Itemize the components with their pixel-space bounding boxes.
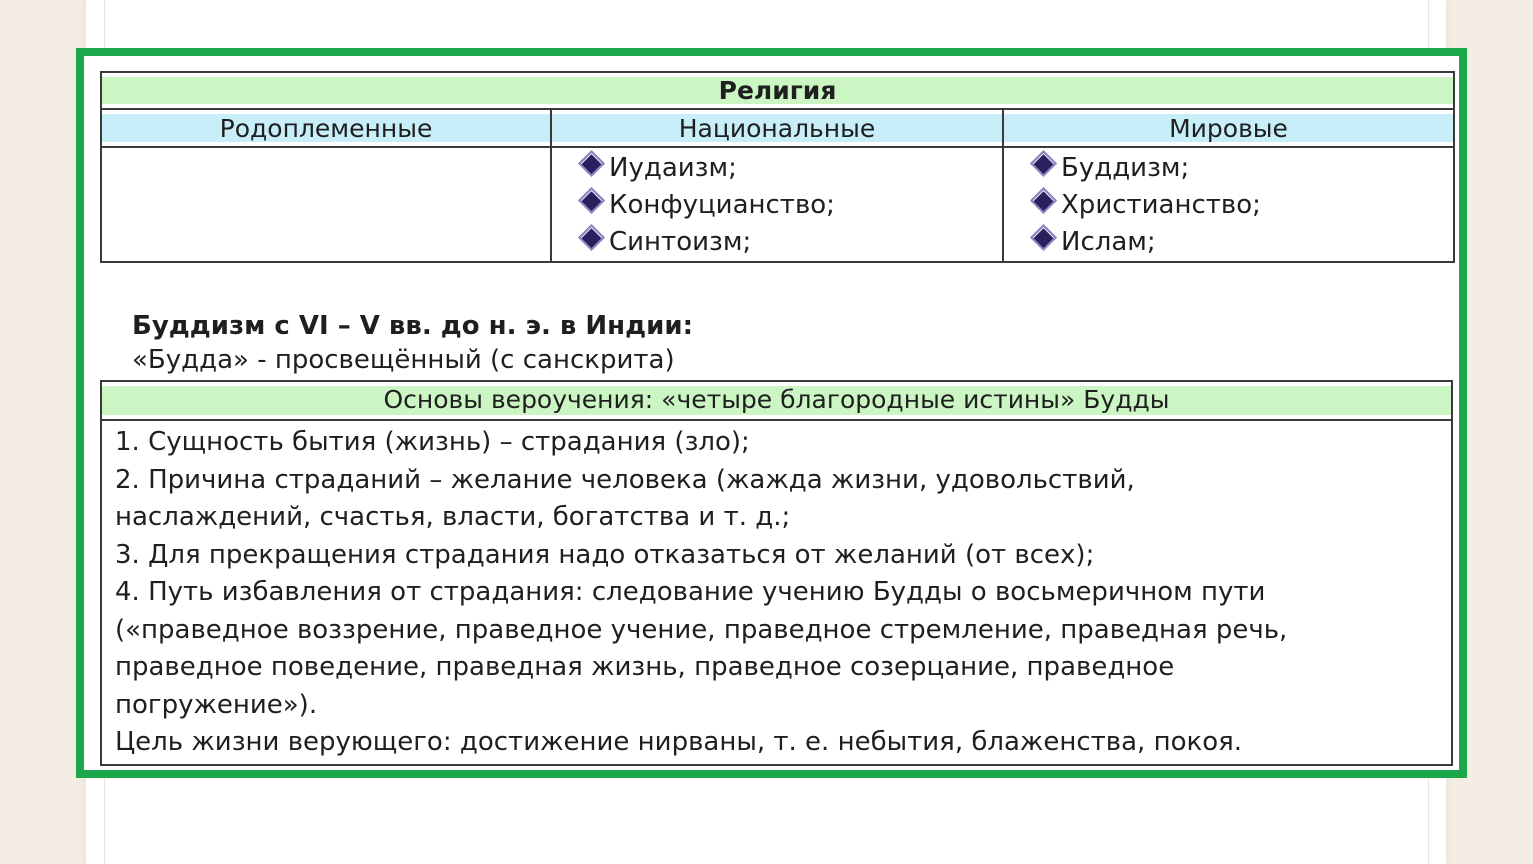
national-header: [551, 109, 1003, 147]
four-truths-body: [102, 421, 1451, 764]
list-item: [1034, 150, 1453, 187]
world-header-label: Мировые: [1169, 113, 1288, 143]
truth-line: наслаждений, счастья, власти, богатства и т. д.;: [115, 502, 791, 532]
item-label: Иудаизм;: [609, 153, 737, 183]
truth-line: праведное поведение, праведная жизнь, праведное созерцание, праведное: [115, 652, 1175, 682]
tribal-cell: [101, 147, 551, 262]
item-label: Буддизм;: [1061, 153, 1190, 183]
diamond-bullet-icon: [578, 187, 605, 214]
list-item: [1034, 187, 1453, 224]
diamond-bullet-icon: [1030, 150, 1057, 177]
list-item: [582, 187, 1002, 224]
buddhism-intro: [100, 308, 1453, 376]
diamond-bullet-icon: [578, 224, 605, 251]
religion-title: Религия: [718, 76, 837, 105]
diamond-bullet-icon: [1030, 187, 1057, 214]
list-item: [1034, 224, 1453, 261]
list-item: [582, 150, 1002, 187]
intro-definition: «Будда» - просвещённый (с санскрита): [132, 345, 675, 375]
diamond-bullet-icon: [578, 150, 605, 177]
item-label: Ислам;: [1061, 227, 1156, 257]
tribal-header-label: Родоплеменные: [219, 113, 433, 143]
national-cell: [551, 147, 1003, 262]
national-list: [552, 150, 1002, 261]
green-frame: [76, 48, 1467, 778]
four-truths-header: Основы вероучения: «четыре благородные истины» Будды: [102, 382, 1451, 421]
national-header-label: Национальные: [678, 113, 876, 143]
truth-line: 4. Путь избавления от страдания: следование учению Будды о восьмеричном пути: [115, 577, 1266, 607]
truth-line: 1. Сущность бытия (жизнь) – страдания (зло);: [115, 427, 750, 457]
religion-title-cell: [101, 72, 1454, 109]
truth-line: Цель жизни верующего: достижение нирваны, т. е. небытия, блаженства, покоя.: [115, 727, 1243, 757]
item-label: Конфуцианство;: [609, 190, 835, 220]
diamond-bullet-icon: [1030, 224, 1057, 251]
world-list: [1004, 150, 1453, 261]
four-truths-box: [100, 380, 1453, 766]
truth-line: погружение»).: [115, 689, 318, 720]
slide-content: [100, 71, 1453, 766]
truth-line: 3. Для прекращения страдания надо отказаться от желаний (от всех);: [115, 539, 1095, 570]
tribal-header: [101, 109, 551, 147]
item-label: Христианство;: [1061, 190, 1261, 220]
intro-heading: Буддизм с VI – V вв. до н. э. в Индии:: [132, 311, 693, 341]
world-cell: [1003, 147, 1454, 262]
item-label: Синтоизм;: [609, 227, 752, 257]
truth-line: («праведное воззрение, праведное учение, праведное стремление, праведная речь,: [115, 614, 1288, 645]
religion-table: [100, 71, 1455, 263]
list-item: [582, 224, 1002, 261]
truth-line: 2. Причина страданий – желание человека (жажда жизни, удовольствий,: [115, 464, 1135, 495]
world-header: [1003, 109, 1454, 147]
